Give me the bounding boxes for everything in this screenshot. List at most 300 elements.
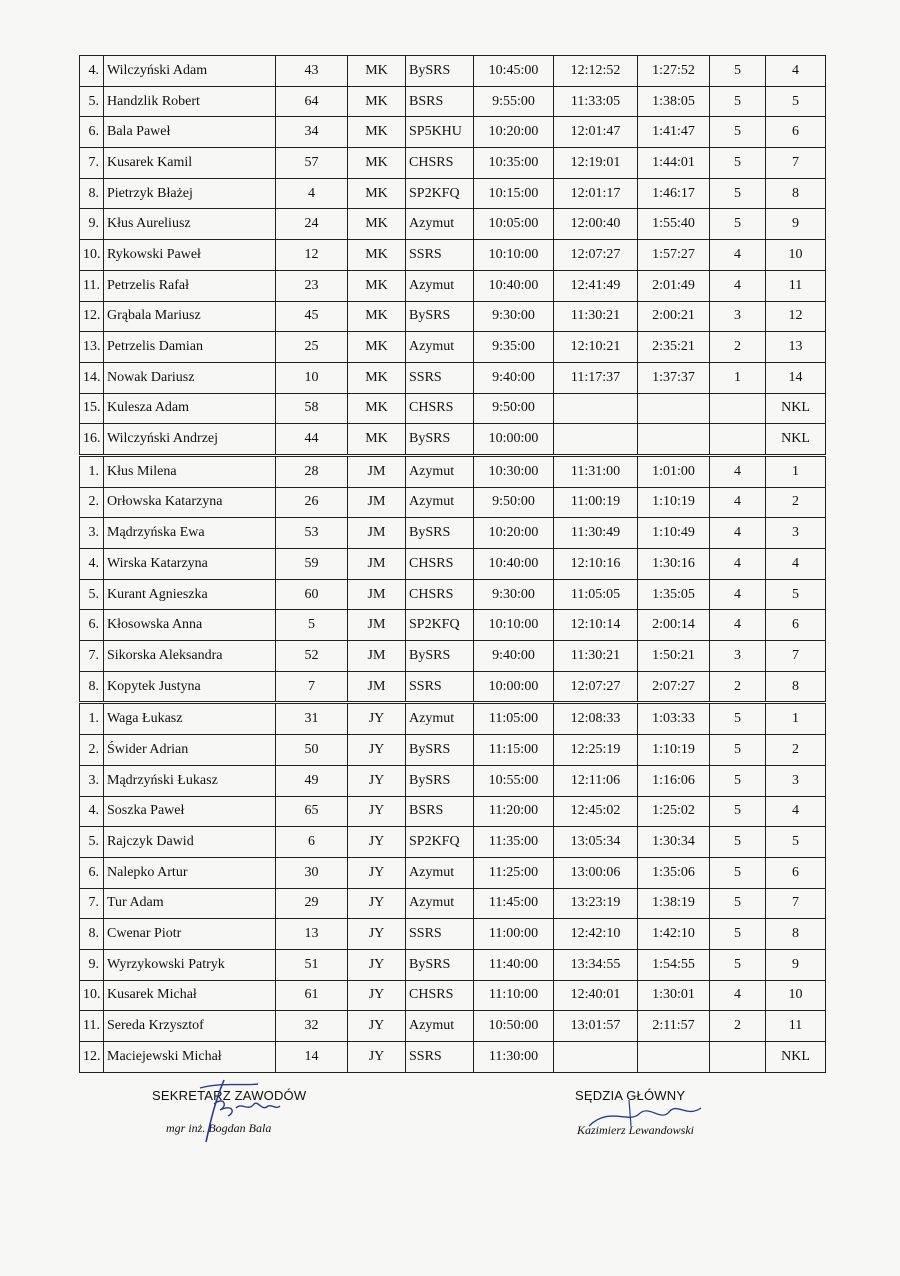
judge-name: Kazimierz Lewandowski	[577, 1123, 695, 1137]
result-time-cell: 1:10:19	[638, 735, 710, 766]
start-time-cell: 10:40:00	[474, 549, 554, 580]
start-time-cell: 11:45:00	[474, 888, 554, 919]
points-cell: 5	[710, 703, 766, 735]
result-time-cell: 1:30:01	[638, 980, 710, 1011]
result-time-cell: 2:00:21	[638, 301, 710, 332]
finish-time-cell: 12:40:01	[554, 980, 638, 1011]
rank-cell: 2	[766, 735, 826, 766]
result-time-cell: 1:46:17	[638, 178, 710, 209]
rank-cell: NKL	[766, 393, 826, 424]
start-number-cell: 30	[276, 857, 348, 888]
start-time-cell: 11:05:00	[474, 703, 554, 735]
result-time-cell	[638, 1042, 710, 1073]
category-cell: JY	[348, 735, 406, 766]
finish-time-cell: 12:01:47	[554, 117, 638, 148]
table-row	[80, 362, 826, 393]
start-number-cell: 64	[276, 86, 348, 117]
rank-cell: 11	[766, 270, 826, 301]
place-cell: 4.	[80, 796, 104, 827]
finish-time-cell: 12:45:02	[554, 796, 638, 827]
start-time-cell: 11:35:00	[474, 827, 554, 858]
competitor-name-cell: Kusarek Kamil	[104, 148, 276, 179]
start-number-cell: 12	[276, 240, 348, 271]
place-cell: 6.	[80, 117, 104, 148]
result-time-cell	[638, 424, 710, 456]
table-row	[80, 641, 826, 672]
start-number-cell: 24	[276, 209, 348, 240]
club-cell: SSRS	[406, 1042, 474, 1073]
rank-cell: 2	[766, 487, 826, 518]
points-cell: 4	[710, 549, 766, 580]
finish-time-cell: 11:30:21	[554, 641, 638, 672]
table-row	[80, 980, 826, 1011]
start-number-cell: 65	[276, 796, 348, 827]
place-cell: 9.	[80, 949, 104, 980]
points-cell: 5	[710, 949, 766, 980]
start-time-cell: 10:20:00	[474, 117, 554, 148]
category-cell: MK	[348, 424, 406, 456]
table-row	[80, 735, 826, 766]
club-cell: Azymut	[406, 332, 474, 363]
start-time-cell: 10:10:00	[474, 610, 554, 641]
start-time-cell: 10:35:00	[474, 148, 554, 179]
competitor-name-cell: Kopytek Justyna	[104, 671, 276, 703]
finish-time-cell: 11:30:49	[554, 518, 638, 549]
rank-cell: 6	[766, 117, 826, 148]
points-cell: 5	[710, 857, 766, 888]
competitor-name-cell: Cwenar Piotr	[104, 919, 276, 950]
points-cell: 5	[710, 735, 766, 766]
finish-time-cell: 11:05:05	[554, 579, 638, 610]
rank-cell: 9	[766, 209, 826, 240]
start-number-cell: 13	[276, 919, 348, 950]
finish-time-cell: 12:07:27	[554, 240, 638, 271]
finish-time-cell: 12:41:49	[554, 270, 638, 301]
club-cell: BySRS	[406, 735, 474, 766]
start-number-cell: 45	[276, 301, 348, 332]
rank-cell: 8	[766, 671, 826, 703]
competitor-name-cell: Wilczyński Adam	[104, 56, 276, 87]
place-cell: 16.	[80, 424, 104, 456]
category-cell: JM	[348, 610, 406, 641]
start-time-cell: 9:30:00	[474, 301, 554, 332]
club-cell: SP5KHU	[406, 117, 474, 148]
points-cell	[710, 1042, 766, 1073]
club-cell: BySRS	[406, 56, 474, 87]
competitor-name-cell: Mądrzyńska Ewa	[104, 518, 276, 549]
result-time-cell	[638, 393, 710, 424]
place-cell: 2.	[80, 735, 104, 766]
finish-time-cell: 11:00:19	[554, 487, 638, 518]
rank-cell: 4	[766, 56, 826, 87]
table-row	[80, 117, 826, 148]
finish-time-cell: 12:08:33	[554, 703, 638, 735]
result-time-cell: 1:30:34	[638, 827, 710, 858]
category-cell: JY	[348, 980, 406, 1011]
place-cell: 5.	[80, 579, 104, 610]
club-cell: CHSRS	[406, 393, 474, 424]
finish-time-cell: 11:17:37	[554, 362, 638, 393]
results-table	[79, 55, 826, 1073]
category-cell: JY	[348, 1011, 406, 1042]
points-cell	[710, 424, 766, 456]
category-cell: JY	[348, 949, 406, 980]
table-row	[80, 148, 826, 179]
rank-cell: 9	[766, 949, 826, 980]
start-time-cell: 10:20:00	[474, 518, 554, 549]
finish-time-cell	[554, 424, 638, 456]
place-cell: 15.	[80, 393, 104, 424]
start-number-cell: 51	[276, 949, 348, 980]
table-row	[80, 56, 826, 87]
rank-cell: 7	[766, 641, 826, 672]
start-number-cell: 58	[276, 393, 348, 424]
table-row	[80, 301, 826, 332]
finish-time-cell: 11:33:05	[554, 86, 638, 117]
finish-time-cell: 13:01:57	[554, 1011, 638, 1042]
result-time-cell: 1:44:01	[638, 148, 710, 179]
competitor-name-cell: Mądrzyński Łukasz	[104, 765, 276, 796]
table-row	[80, 487, 826, 518]
place-cell: 7.	[80, 641, 104, 672]
category-cell: MK	[348, 362, 406, 393]
start-number-cell: 44	[276, 424, 348, 456]
table-row	[80, 888, 826, 919]
rank-cell: 12	[766, 301, 826, 332]
start-number-cell: 31	[276, 703, 348, 735]
table-row	[80, 240, 826, 271]
start-number-cell: 50	[276, 735, 348, 766]
category-cell: MK	[348, 117, 406, 148]
finish-time-cell: 12:19:01	[554, 148, 638, 179]
start-time-cell: 9:40:00	[474, 362, 554, 393]
result-time-cell: 1:57:27	[638, 240, 710, 271]
rank-cell: 4	[766, 796, 826, 827]
category-cell: MK	[348, 209, 406, 240]
table-row	[80, 270, 826, 301]
points-cell: 2	[710, 1011, 766, 1042]
competitor-name-cell: Rykowski Paweł	[104, 240, 276, 271]
start-number-cell: 34	[276, 117, 348, 148]
finish-time-cell: 12:12:52	[554, 56, 638, 87]
club-cell: BySRS	[406, 424, 474, 456]
club-cell: BSRS	[406, 796, 474, 827]
table-row	[80, 827, 826, 858]
points-cell: 3	[710, 301, 766, 332]
rank-cell: 5	[766, 579, 826, 610]
start-time-cell: 9:50:00	[474, 393, 554, 424]
table-row	[80, 209, 826, 240]
rank-cell: 4	[766, 549, 826, 580]
category-cell: JM	[348, 518, 406, 549]
rank-cell: 6	[766, 610, 826, 641]
club-cell: SSRS	[406, 240, 474, 271]
club-cell: BySRS	[406, 949, 474, 980]
place-cell: 11.	[80, 270, 104, 301]
table-row	[80, 610, 826, 641]
table-row	[80, 86, 826, 117]
club-cell: CHSRS	[406, 579, 474, 610]
club-cell: Azymut	[406, 888, 474, 919]
result-time-cell: 1:10:19	[638, 487, 710, 518]
club-cell: CHSRS	[406, 980, 474, 1011]
finish-time-cell	[554, 393, 638, 424]
competitor-name-cell: Petrzelis Damian	[104, 332, 276, 363]
category-cell: MK	[348, 148, 406, 179]
result-time-cell: 1:38:19	[638, 888, 710, 919]
result-time-cell: 1:50:21	[638, 641, 710, 672]
start-time-cell: 10:00:00	[474, 671, 554, 703]
club-cell: Azymut	[406, 270, 474, 301]
finish-time-cell: 12:10:21	[554, 332, 638, 363]
place-cell: 1.	[80, 703, 104, 735]
result-time-cell: 1:42:10	[638, 919, 710, 950]
competitor-name-cell: Wirska Katarzyna	[104, 549, 276, 580]
category-cell: MK	[348, 332, 406, 363]
place-cell: 8.	[80, 178, 104, 209]
club-cell: SP2KFQ	[406, 178, 474, 209]
result-time-cell: 1:27:52	[638, 56, 710, 87]
points-cell: 5	[710, 919, 766, 950]
table-row	[80, 857, 826, 888]
competitor-name-cell: Waga Łukasz	[104, 703, 276, 735]
competitor-name-cell: Bala Paweł	[104, 117, 276, 148]
start-number-cell: 49	[276, 765, 348, 796]
rank-cell: 8	[766, 178, 826, 209]
competitor-name-cell: Kulesza Adam	[104, 393, 276, 424]
result-time-cell: 1:37:37	[638, 362, 710, 393]
points-cell: 3	[710, 641, 766, 672]
club-cell: Azymut	[406, 703, 474, 735]
start-time-cell: 9:50:00	[474, 487, 554, 518]
place-cell: 8.	[80, 671, 104, 703]
result-time-cell: 2:11:57	[638, 1011, 710, 1042]
place-cell: 2.	[80, 487, 104, 518]
finish-time-cell: 12:42:10	[554, 919, 638, 950]
place-cell: 9.	[80, 209, 104, 240]
finish-time-cell: 12:01:17	[554, 178, 638, 209]
club-cell: SSRS	[406, 362, 474, 393]
start-number-cell: 60	[276, 579, 348, 610]
finish-time-cell: 12:10:16	[554, 549, 638, 580]
result-time-cell: 1:35:05	[638, 579, 710, 610]
table-row	[80, 549, 826, 580]
competitor-name-cell: Grąbala Mariusz	[104, 301, 276, 332]
place-cell: 6.	[80, 610, 104, 641]
judge-signature-block	[575, 1088, 725, 1138]
place-cell: 5.	[80, 86, 104, 117]
result-time-cell: 1:10:49	[638, 518, 710, 549]
finish-time-cell: 12:10:14	[554, 610, 638, 641]
rank-cell: 7	[766, 888, 826, 919]
place-cell: 6.	[80, 857, 104, 888]
points-cell	[710, 393, 766, 424]
start-number-cell: 5	[276, 610, 348, 641]
category-cell: JY	[348, 827, 406, 858]
table-row	[80, 796, 826, 827]
rank-cell: NKL	[766, 1042, 826, 1073]
club-cell: BySRS	[406, 641, 474, 672]
result-time-cell: 1:35:06	[638, 857, 710, 888]
points-cell: 5	[710, 796, 766, 827]
club-cell: BySRS	[406, 765, 474, 796]
table-row	[80, 765, 826, 796]
club-cell: BySRS	[406, 518, 474, 549]
category-cell: MK	[348, 301, 406, 332]
table-row	[80, 424, 826, 456]
place-cell: 4.	[80, 549, 104, 580]
competitor-name-cell: Orłowska Katarzyna	[104, 487, 276, 518]
secretary-caption: SEKRETARZ ZAWODÓW	[152, 1088, 307, 1103]
finish-time-cell: 13:00:06	[554, 857, 638, 888]
competitor-name-cell: Nalepko Artur	[104, 857, 276, 888]
start-time-cell: 10:45:00	[474, 56, 554, 87]
table-row	[80, 579, 826, 610]
competitor-name-cell: Nowak Dariusz	[104, 362, 276, 393]
result-time-cell: 1:55:40	[638, 209, 710, 240]
start-time-cell: 10:10:00	[474, 240, 554, 271]
rank-cell: 1	[766, 703, 826, 735]
result-time-cell: 1:03:33	[638, 703, 710, 735]
competitor-name-cell: Wyrzykowski Patryk	[104, 949, 276, 980]
judge-handwritten-signature	[569, 1096, 719, 1136]
competitor-name-cell: Maciejewski Michał	[104, 1042, 276, 1073]
start-time-cell: 11:15:00	[474, 735, 554, 766]
start-time-cell: 11:00:00	[474, 919, 554, 950]
start-time-cell: 11:25:00	[474, 857, 554, 888]
category-cell: MK	[348, 56, 406, 87]
club-cell: Azymut	[406, 857, 474, 888]
club-cell: SSRS	[406, 671, 474, 703]
competitor-name-cell: Soszka Paweł	[104, 796, 276, 827]
points-cell: 4	[710, 270, 766, 301]
start-time-cell: 10:00:00	[474, 424, 554, 456]
category-cell: JM	[348, 455, 406, 487]
place-cell: 1.	[80, 455, 104, 487]
start-number-cell: 53	[276, 518, 348, 549]
rank-cell: 3	[766, 765, 826, 796]
place-cell: 14.	[80, 362, 104, 393]
points-cell: 5	[710, 86, 766, 117]
finish-time-cell: 12:25:19	[554, 735, 638, 766]
rank-cell: 13	[766, 332, 826, 363]
finish-time-cell: 12:00:40	[554, 209, 638, 240]
judge-caption: SĘDZIA GŁÓWNY	[575, 1088, 686, 1103]
rank-cell: 10	[766, 240, 826, 271]
start-number-cell: 32	[276, 1011, 348, 1042]
table-row	[80, 949, 826, 980]
competitor-name-cell: Sikorska Aleksandra	[104, 641, 276, 672]
result-time-cell: 1:30:16	[638, 549, 710, 580]
competitor-name-cell: Kłosowska Anna	[104, 610, 276, 641]
competitor-name-cell: Petrzelis Rafał	[104, 270, 276, 301]
club-cell: Azymut	[406, 209, 474, 240]
place-cell: 7.	[80, 148, 104, 179]
rank-cell: 5	[766, 86, 826, 117]
start-number-cell: 61	[276, 980, 348, 1011]
points-cell: 2	[710, 671, 766, 703]
secretary-handwritten-signature	[162, 1074, 302, 1144]
points-cell: 4	[710, 579, 766, 610]
competitor-name-cell: Tur Adam	[104, 888, 276, 919]
table-row	[80, 518, 826, 549]
place-cell: 10.	[80, 240, 104, 271]
competitor-name-cell: Wilczyński Andrzej	[104, 424, 276, 456]
place-cell: 3.	[80, 765, 104, 796]
rank-cell: 7	[766, 148, 826, 179]
table-row	[80, 393, 826, 424]
start-number-cell: 4	[276, 178, 348, 209]
points-cell: 5	[710, 209, 766, 240]
start-number-cell: 10	[276, 362, 348, 393]
start-time-cell: 11:30:00	[474, 1042, 554, 1073]
start-time-cell: 9:40:00	[474, 641, 554, 672]
start-number-cell: 29	[276, 888, 348, 919]
category-cell: JY	[348, 796, 406, 827]
table-row	[80, 703, 826, 735]
rank-cell: 6	[766, 857, 826, 888]
category-cell: JM	[348, 549, 406, 580]
result-time-cell: 2:35:21	[638, 332, 710, 363]
secretary-signature-block	[152, 1088, 322, 1136]
club-cell: CHSRS	[406, 549, 474, 580]
start-number-cell: 43	[276, 56, 348, 87]
table-row	[80, 455, 826, 487]
points-cell: 4	[710, 240, 766, 271]
start-time-cell: 10:15:00	[474, 178, 554, 209]
start-number-cell: 7	[276, 671, 348, 703]
start-time-cell: 9:55:00	[474, 86, 554, 117]
finish-time-cell: 13:05:34	[554, 827, 638, 858]
rank-cell: NKL	[766, 424, 826, 456]
start-time-cell: 11:20:00	[474, 796, 554, 827]
points-cell: 5	[710, 117, 766, 148]
start-number-cell: 57	[276, 148, 348, 179]
points-cell: 5	[710, 888, 766, 919]
category-cell: JM	[348, 641, 406, 672]
table-row	[80, 1042, 826, 1073]
place-cell: 7.	[80, 888, 104, 919]
start-number-cell: 14	[276, 1042, 348, 1073]
place-cell: 5.	[80, 827, 104, 858]
secretary-name: mgr inż. Bogdan Bala	[166, 1121, 272, 1135]
club-cell: Azymut	[406, 487, 474, 518]
result-time-cell: 2:01:49	[638, 270, 710, 301]
points-cell: 4	[710, 980, 766, 1011]
competitor-name-cell: Kusarek Michał	[104, 980, 276, 1011]
club-cell: SP2KFQ	[406, 610, 474, 641]
club-cell: Azymut	[406, 455, 474, 487]
club-cell: SP2KFQ	[406, 827, 474, 858]
start-time-cell: 10:05:00	[474, 209, 554, 240]
points-cell: 4	[710, 518, 766, 549]
finish-time-cell: 11:31:00	[554, 455, 638, 487]
finish-time-cell: 12:07:27	[554, 671, 638, 703]
points-cell: 2	[710, 332, 766, 363]
category-cell: JY	[348, 919, 406, 950]
points-cell: 5	[710, 765, 766, 796]
category-cell: JM	[348, 579, 406, 610]
club-cell: BSRS	[406, 86, 474, 117]
category-cell: MK	[348, 270, 406, 301]
category-cell: JY	[348, 1042, 406, 1073]
table-row	[80, 178, 826, 209]
points-cell: 5	[710, 178, 766, 209]
finish-time-cell: 12:11:06	[554, 765, 638, 796]
points-cell: 5	[710, 827, 766, 858]
place-cell: 12.	[80, 1042, 104, 1073]
club-cell: SSRS	[406, 919, 474, 950]
